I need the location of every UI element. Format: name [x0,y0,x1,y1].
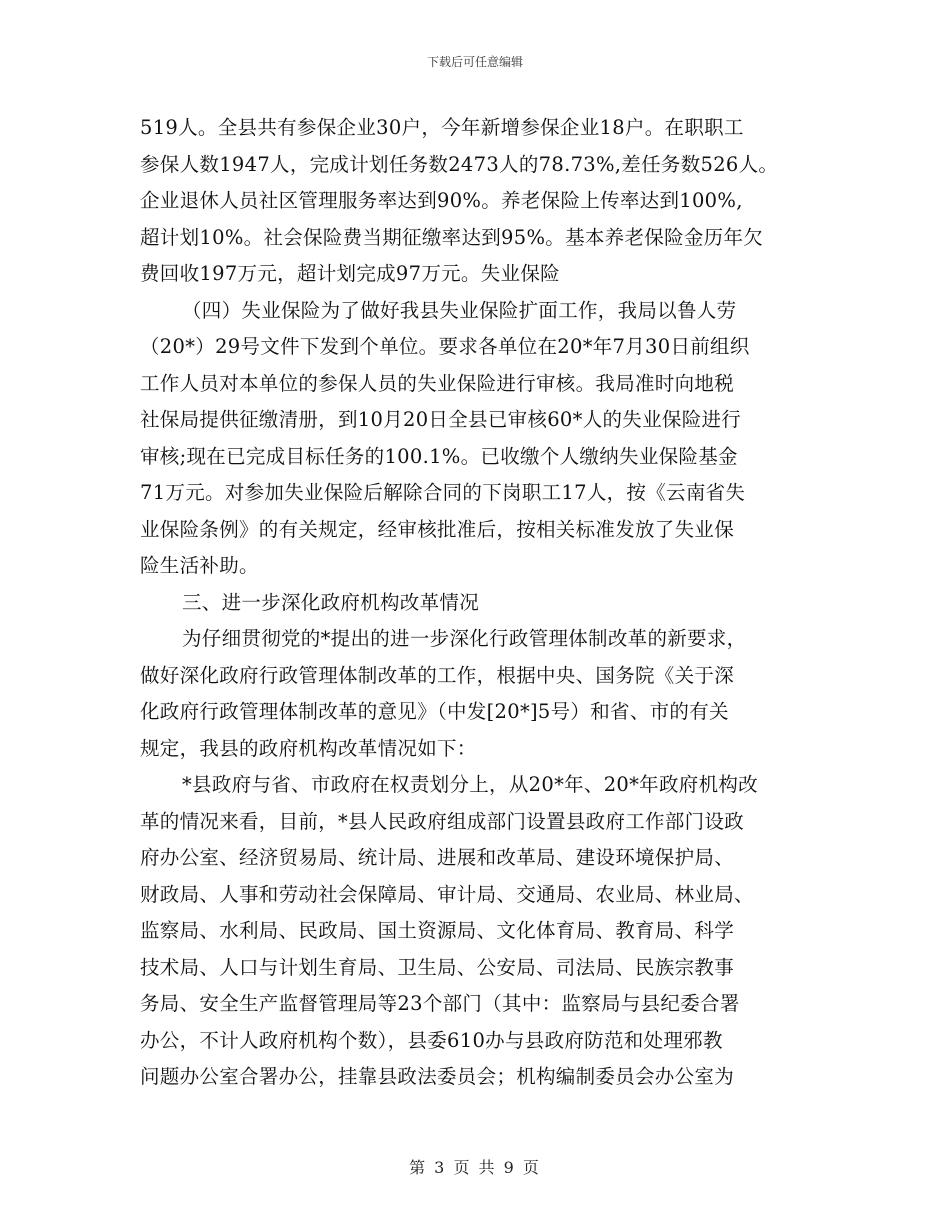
text-line: 规定，我县的政府机构改革情况如下： [140,736,477,760]
text-line: 问题办公室合署办公，挂靠县政法委员会；机构编制委员会办公室为 [140,1065,735,1088]
text-line: 企业退休人员社区管理服务率达到90%。养老保险上传率达到100%, [140,189,743,212]
text-line: 化政府行政管理体制改革的意见》（中发[20*]5号）和省、市的有关 [140,700,729,723]
text-line: 审核;现在已完成目标任务的100.1%。已收缴个人缴纳失业保险基金 [140,444,738,468]
page-header-note: 下载后可任意编辑 [426,55,523,69]
text-line: 社保局提供征缴清册，到10月20日全县已审核60*人的失业保险进行 [140,408,742,431]
paragraph-start-line: （四）失业保险为了做好我县失业保险扩面工作，我局以鲁人劳 [182,298,737,322]
text-line: 费回收197万元，超计划完成97万元。失业保险 [140,262,560,285]
page-number-footer: 第 3 页 共 9 页 [409,1158,541,1177]
document-body [140,110,820,1096]
text-line: 监察局、水利局、民政局、国土资源局、文化体育局、教育局、科学 [140,919,735,942]
text-line: （20*）29号文件下发到个单位。要求各单位在20*年7月30日前组织 [140,335,750,358]
text-line: 519人。全县共有参保企业30户，今年新增参保企业18户。在职职工 [140,116,744,139]
text-line: 技术局、人口与计划生育局、卫生局、公安局、司法局、民族宗教事 [140,955,735,979]
section-heading: 三、进一步深化政府机构改革情况 [182,590,480,614]
text-line: 参保人数1947人，完成计划任务数2473人的78.73%,差任务数526人。 [140,152,779,176]
text-line: 府办公室、经济贸易局、统计局、进展和改革局、建设环境保护局、 [140,846,735,869]
text-line: 革的情况来看，目前，*县人民政府组成部门设置县政府工作部门设政 [140,809,745,833]
text-line: 71万元。对参加失业保险后解除合同的下岗职工17人，按《云南省失 [140,481,746,504]
paragraph-start-line: 为仔细贯彻党的*提出的进一步深化行政管理体制改革的新要求， [182,627,747,650]
text-line: 务局、安全生产监督管理局等23个部门（其中：监察局与县纪委合署 [140,992,740,1015]
text-line: 财政局、人事和劳动社会保障局、审计局、交通局、农业局、林业局、 [140,882,754,906]
paragraph-start-line: *县政府与省、市政府在权责划分上，从20*年、20*年政府机构改 [182,773,758,796]
text-line: 办公，不计人政府机构个数），县委610办与县政府防范和处理邪教 [140,1028,723,1052]
text-line: 业保险条例》的有关规定，经审核批准后，按相关标准发放了失业保 [140,517,735,541]
text-line: 做好深化政府行政管理体制改革的工作，根据中央、国务院《关于深 [140,663,735,687]
text-line: 超计划10%。社会保险费当期征缴率达到95%。基本养老保险金历年欠 [140,225,764,249]
text-line: 险生活补助。 [140,554,259,577]
text-line: 工作人员对本单位的参保人员的失业保险进行审核。我局准时向地税 [140,371,735,395]
